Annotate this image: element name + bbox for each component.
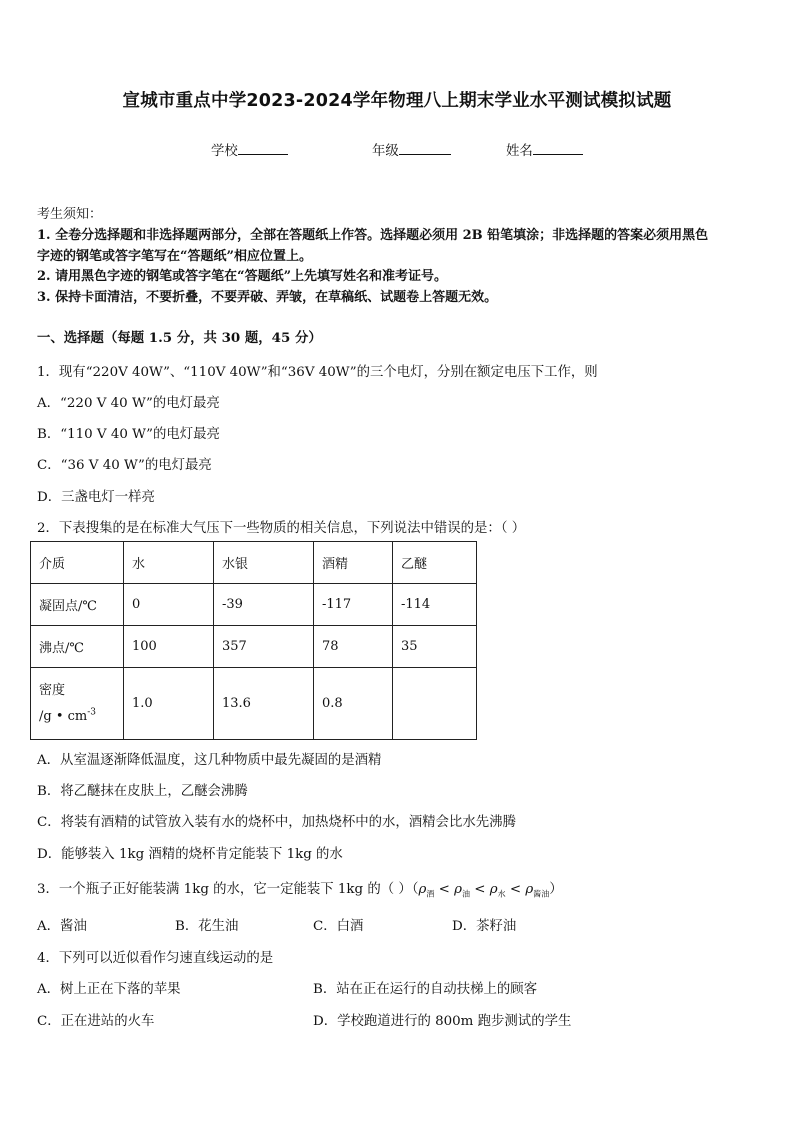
page-title: 宣城市重点中学2023-2024学年物理八上期末学业水平测试模拟试题 [122,91,672,111]
notice-line-4: 3. 保持卡面清洁，不要折叠，不要弄破、弄皱，在草稿纸、试题卷上答题无效。 [37,290,498,305]
name-label: 姓名 [506,144,533,159]
name-field [506,140,583,159]
rho-symbol: ρ [525,882,534,897]
rho-subscript: 酒 [426,889,435,899]
q1-option-d: D．三盏电灯一样亮 [37,490,155,505]
notice-line-3: 2. 请用黑色字迹的钢笔或答字笔在“答题纸”上先填写姓名和准考证号。 [37,269,448,284]
table-cell: 1.0 [124,668,214,740]
table-cell: 乙醚 [393,542,477,584]
table-cell: 100 [124,626,214,668]
q4-option-a: A．树上正在下落的苹果 [37,982,181,997]
rho-subscript: 水 [497,889,506,899]
table-cell: 0.8 [314,668,393,740]
grade-label: 年级 [372,144,399,159]
rho-symbol: ρ [454,882,462,897]
q4-stem: 4．下列可以近似看作匀速直线运动的是 [37,951,274,966]
rho-subscript: 酱油 [533,889,550,899]
substance-table [30,541,477,740]
notice-heading: 考生须知： [37,207,103,222]
table-cell: 介质 [31,542,124,584]
q3-stem-line [37,878,563,900]
table-cell: 水银 [214,542,314,584]
q2-option-c: C．将装有酒精的试管放入装有水的烧杯中，加热烧杯中的水，酒精会比水先沸腾 [37,815,516,830]
density-label-1: 密度 [39,682,66,698]
table-cell: 酒精 [314,542,393,584]
q2-stem: 2．下表搜集的是在标准大气压下一些物质的相关信息，下列说法中错误的是：（ ） [37,521,526,536]
q3-stem: 3．一个瓶子正好能装满 1kg 的水，它一定能装下 1kg 的（ ） [37,882,412,897]
q3-paren-open: （ [411,882,419,897]
table-cell: 水 [124,542,214,584]
grade-blank [399,141,451,155]
q4-option-c: C．正在进站的火车 [37,1014,155,1029]
table-row [31,668,477,740]
q4-option-d: D．学校跑道进行的 800m 跑步测试的学生 [313,1014,572,1029]
q3-option-b: B．花生油 [175,919,239,934]
density-label-sup: -3 [87,707,97,718]
table-cell: 13.6 [214,668,314,740]
table-cell: 凝固点/℃ [31,584,124,626]
q3-condition [412,882,563,897]
rho-symbol: ρ [418,882,427,897]
grade-field [372,140,451,159]
q4-option-b: B．站在正在运行的自动扶梯上的顾客 [313,982,538,997]
q3-option-c: C．白酒 [313,919,364,934]
q1-option-a: A．“220 V 40 W”的电灯最亮 [37,396,220,411]
table-cell: 35 [393,626,477,668]
table-cell: -39 [214,584,314,626]
table-cell: 0 [124,584,214,626]
table-cell: -117 [314,584,393,626]
table-cell: 357 [214,626,314,668]
table-cell: 沸点/℃ [31,626,124,668]
q1-option-b: B．“110 V 40 W”的电灯最亮 [37,427,220,442]
section-heading: 一、选择题（每题 1.5 分，共 30 题，45 分） [37,330,322,346]
q2-option-d: D．能够装入 1kg 酒精的烧杯肯定能装下 1kg 的水 [37,847,343,862]
density-label-2: /g • cm [39,708,88,724]
notice-line-1: 1. 全卷分选择题和非选择题两部分，全部在答题纸上作答。选择题必须用 2B 铅笔填涂；非选择题的答案必须用黑色 [37,228,709,243]
q1-option-c: C．“36 V 40 W”的电灯最亮 [37,458,212,473]
q1-stem: 1．现有“220V 40W”、“110V 40W”和“36V 40W”的三个电灯，分别在额定电压下工作，则 [37,365,598,380]
density-label-cell [31,668,124,740]
table-header-row [31,542,477,584]
school-field [211,140,288,159]
q3-option-a: A．酱油 [37,919,87,934]
rho-subscript: 油 [462,889,470,899]
less-than: < [434,882,455,897]
notice-line-2: 字迹的钢笔或答字笔写在“答题纸”相应位置上。 [37,249,312,264]
less-than: < [505,882,526,897]
table-row [31,626,477,668]
table-row [31,584,477,626]
name-blank [533,141,583,155]
less-than: < [470,882,490,897]
school-blank [238,141,288,155]
q3-paren-close: ） [549,882,563,897]
school-label: 学校 [211,144,238,159]
table-cell: -114 [393,584,477,626]
rho-symbol: ρ [489,882,498,897]
q3-option-d: D．茶籽油 [452,919,517,934]
q2-option-b: B．将乙醚抹在皮肤上，乙醚会沸腾 [37,784,248,799]
table-cell: 78 [314,626,393,668]
q2-option-a: A．从室温逐渐降低温度，这几种物质中最先凝固的是酒精 [37,753,382,768]
table-cell [393,668,477,740]
